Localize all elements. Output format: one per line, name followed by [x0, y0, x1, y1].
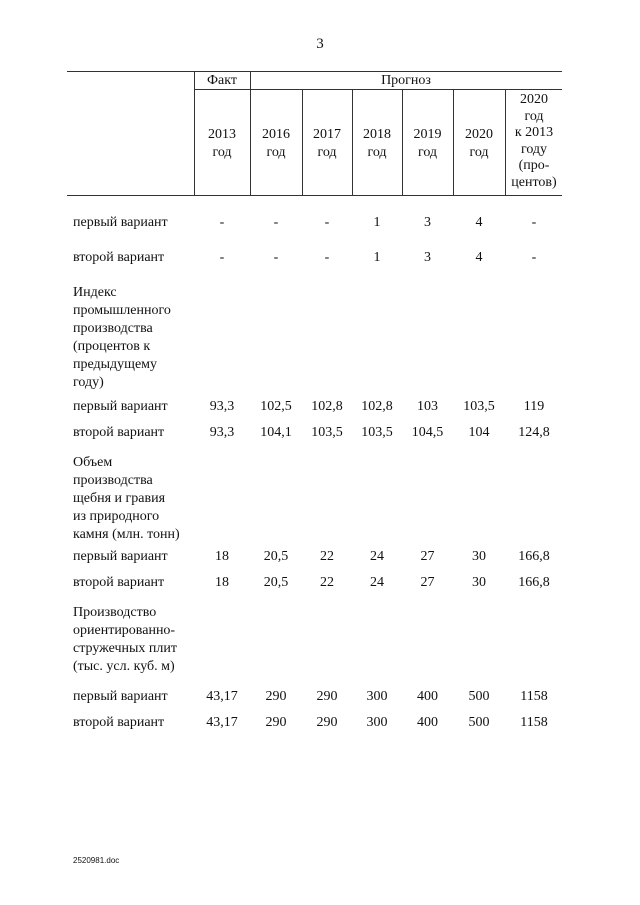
table-cell: - — [273, 250, 279, 265]
table-cell: 102,8 — [361, 399, 393, 414]
last-column-header-line: 2020 — [520, 92, 548, 107]
section-heading-line: предыдущему — [73, 357, 158, 372]
table-cell: 102,5 — [260, 399, 292, 414]
row-label: второй вариант — [73, 250, 165, 265]
table-cell: 30 — [472, 575, 486, 590]
section-heading-line: стружечных плит — [73, 641, 178, 656]
table-cell: 3 — [424, 215, 431, 230]
table-cell: 290 — [316, 715, 338, 730]
table-cell: 300 — [366, 715, 388, 730]
section-heading-line: (процентов к — [73, 339, 151, 354]
section-heading-line: из природного — [73, 509, 160, 524]
row-label: первый вариант — [73, 399, 168, 414]
table-cell: 4 — [475, 215, 483, 230]
year-header-5: 2019 год — [413, 127, 442, 160]
table-cell: 103,5 — [361, 425, 393, 440]
section-heading-line: Объем — [73, 455, 113, 470]
section-heading-line: производства — [73, 473, 153, 488]
table-cell: 500 — [468, 715, 490, 730]
section-heading — [73, 284, 198, 392]
table-cell: 4 — [475, 250, 483, 265]
last-column-header-line: (про- — [518, 158, 550, 173]
table-cell: - — [531, 215, 537, 230]
section-heading — [73, 454, 198, 544]
table-cell: 1158 — [520, 715, 548, 730]
table-cell: 27 — [420, 575, 435, 590]
table-cell: 166,8 — [518, 549, 550, 564]
table-cell: 3 — [424, 250, 431, 265]
table-cell: - — [219, 250, 225, 265]
table-cell: 119 — [523, 399, 545, 414]
section-heading-line: (тыс. усл. куб. м) — [73, 659, 175, 674]
table-cell: 27 — [420, 549, 435, 564]
table-cell: - — [219, 215, 225, 230]
table-cell: 166,8 — [518, 575, 550, 590]
forecast-label: Прогноз — [381, 73, 431, 88]
table-cell: 22 — [320, 575, 334, 590]
table-cell: 300 — [366, 689, 388, 704]
table-cell: 30 — [472, 549, 486, 564]
table-cell: 18 — [215, 575, 229, 590]
year-header-4: 2018 год — [363, 127, 391, 160]
table-cell: 20,5 — [263, 549, 289, 564]
section-heading-line: Индекс — [73, 285, 117, 300]
row-label: второй вариант — [73, 425, 165, 440]
row-label: второй вариант — [73, 575, 165, 590]
table-cell: 1158 — [520, 689, 548, 704]
table-cell: 290 — [316, 689, 338, 704]
section-heading-line: Производство — [73, 605, 157, 620]
year-header-1: 2013 год — [208, 127, 236, 160]
section-heading-line: камня (млн. тонн) — [73, 527, 180, 542]
row-label: второй вариант — [73, 715, 165, 730]
table-cell: 400 — [417, 715, 438, 730]
table-cell: 93,3 — [209, 425, 235, 440]
table-cell: - — [324, 215, 330, 230]
table-cell: 102,8 — [311, 399, 343, 414]
table-cell: 43,17 — [206, 689, 238, 704]
last-column-header-line: год — [524, 108, 544, 124]
table-cell: 290 — [265, 715, 287, 730]
fact-label: Факт — [206, 73, 237, 88]
table-cell: 124,8 — [518, 425, 550, 440]
section-heading-line: производства — [73, 321, 153, 336]
table-cell: 20,5 — [263, 575, 289, 590]
table-cell: 43,17 — [206, 715, 238, 730]
table-cell: 1 — [373, 250, 381, 265]
table-cell: 24 — [370, 575, 384, 590]
table-cell: 104 — [468, 425, 490, 440]
table-cell: 1 — [373, 215, 381, 230]
row-label: первый вариант — [73, 549, 168, 564]
table-cell: 104,1 — [260, 425, 292, 440]
section-heading-line: году) — [73, 375, 104, 390]
section-heading-line: щебня и гравия — [73, 491, 166, 506]
table-cell: 400 — [417, 689, 438, 704]
header-bottom-rule — [67, 195, 562, 196]
last-column-header — [505, 92, 563, 191]
table-cell: 290 — [265, 689, 287, 704]
last-column-header-line: к 2013 — [514, 125, 554, 140]
table-cell: 103,5 — [311, 425, 343, 440]
table-cell: 500 — [468, 689, 490, 704]
table-cell: - — [273, 215, 279, 230]
table-cell: 103,5 — [463, 399, 495, 414]
year-header-2: 2016 год — [262, 127, 290, 160]
section-heading-line: ориентированно- — [73, 623, 176, 638]
table-cell: 18 — [215, 549, 229, 564]
footer-doc-id: 2520981.doc — [73, 856, 120, 865]
table-cell: 22 — [320, 549, 334, 564]
table-cell: - — [324, 250, 330, 265]
table-cell: 104,5 — [411, 425, 444, 440]
page-number: 3 — [316, 36, 324, 52]
section-heading — [73, 604, 198, 676]
last-column-header-line: центов) — [511, 174, 557, 190]
section-heading-line: промышленного — [73, 303, 171, 318]
year-header-6: 2020 год — [465, 127, 493, 160]
table-cell: - — [531, 250, 537, 265]
row-label: первый вариант — [73, 215, 168, 230]
table-cell: 93,3 — [209, 399, 235, 414]
last-column-header-line: году — [520, 141, 548, 157]
table-cell: 103 — [417, 399, 438, 414]
year-header-3: 2017 год — [313, 127, 341, 160]
row-label: первый вариант — [73, 689, 168, 704]
table-cell: 24 — [370, 549, 384, 564]
